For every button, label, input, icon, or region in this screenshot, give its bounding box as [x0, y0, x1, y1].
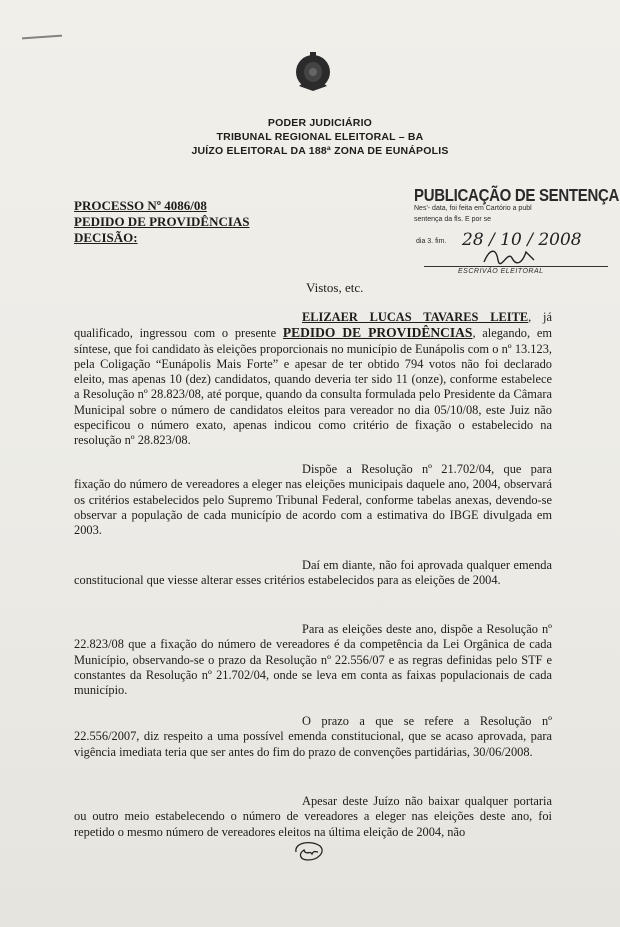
request-type: PEDIDO DE PROVIDÊNCIAS — [282, 325, 473, 341]
signature-icon — [482, 244, 542, 268]
paragraph-1: ELIZAER LUCAS TAVARES LEITE, já qualificado, ingressou com o presente PEDIDO DE PROVIDÊNCIAS, alegando, em síntese, que foi candidato às eleições proporcionais no município de Eunápolis com o nº 13.123, pela Coligação “Eunápolis Mais Forte” e apesar de ter obtido 794 votos não foi declarado eleito, mas apenas 10 (dez) candidatos, quando deveria ter sido 11 (onze), conforme estabelece a Resolução nº 28.823/08, até porque, quando da consulta formulada pelo Presidente da Câmara Municipal sobre o número de candidatos eleitos para vereador no dia 05/10/08, este Juiz não especificou o número exato, apenas indicou como critério de fixação o estabelecido na resolução nº 28.823/08. — [74, 310, 552, 448]
process-type: PEDIDO DE PROVIDÊNCIAS — [74, 214, 250, 229]
process-number: PROCESSO Nº 4086/08 — [74, 198, 207, 213]
publication-stamp — [414, 186, 620, 282]
header-line-3: JUÍZO ELEITORAL DA 188ª ZONA DE EUNÁPOLIS — [191, 145, 449, 157]
stamp-handwritten-date: 28 / 10 / 2008 — [462, 230, 582, 250]
header-line-2: TRIBUNAL REGIONAL ELEITORAL – BA — [216, 131, 424, 143]
header-line-1: PODER JUDICIÁRIO — [267, 117, 373, 129]
process-info — [74, 198, 250, 246]
decision-label: DECISÃO: — [74, 230, 138, 245]
stamp-rule — [424, 266, 608, 267]
scan-mark — [22, 35, 62, 40]
coat-of-arms-icon — [293, 50, 333, 92]
paragraph-2: Dispõe a Resolução nº 21.702/04, que para fixação do número de vereadores a eleger nas eleições municipais daquele ano, 2004, observará os critérios estabelecidos pelo Supremo Tribunal Federal, conforme tabelas anexas, devendo-se observar a população de cada município de acordo com a estimativa do IBGE divulgada em 2003. — [74, 462, 552, 538]
paragraph-6: Apesar deste Juízo não baixar qualquer portaria ou outro meio estabelecendo o número de vereadores a eleger nas eleições deste ano, foi repetido o mesmo número de vereadores eleitos na última eleição de 2004, não — [74, 794, 552, 839]
paragraph-3: Daí em diante, não foi aprovada qualquer emenda constitucional que viesse alterar esses critérios estabelecidos para as eleições de 2004. — [74, 558, 552, 588]
stamp-label: ESCRIVÃO ELEITORAL — [458, 268, 544, 275]
paragraph-4: Para as eleições deste ano, dispõe a Resolução nº 22.823/08 que a fixação do número de vereadores é da competência da Lei Orgânica de cada Município, observando-se o prazo da Resolução nº 22.556/07 e as regras definidas pelo STF e constantes da Resolução nº 21.702/04, onde se leva em conta as faixas populacionais de cada município. — [74, 622, 552, 698]
court-header — [150, 116, 490, 158]
vistos-text: Vistos, etc. — [306, 280, 364, 295]
stamp-title: PUBLICAÇÃO DE SENTENÇA — [414, 186, 620, 206]
stamp-date-prefix: dia 3. fim. — [416, 238, 447, 245]
plaintiff-name: ELIZAER LUCAS TAVARES LEITE — [302, 310, 529, 324]
stamp-line-2: sentença da fls. E por se — [414, 216, 492, 223]
stamp-line-1: Nes'- data, foi feita em Cartório a publ — [414, 205, 532, 212]
rubric-initials-icon — [290, 838, 330, 864]
paragraph-5: O prazo a que se refere a Resolução nº 22.556/2007, diz respeito a uma possível emenda constitucional, que se acaso aprovada, para vigência imediata teria que ser antes do fim do prazo de convenções partidárias, 30/06/2008. — [74, 714, 552, 759]
